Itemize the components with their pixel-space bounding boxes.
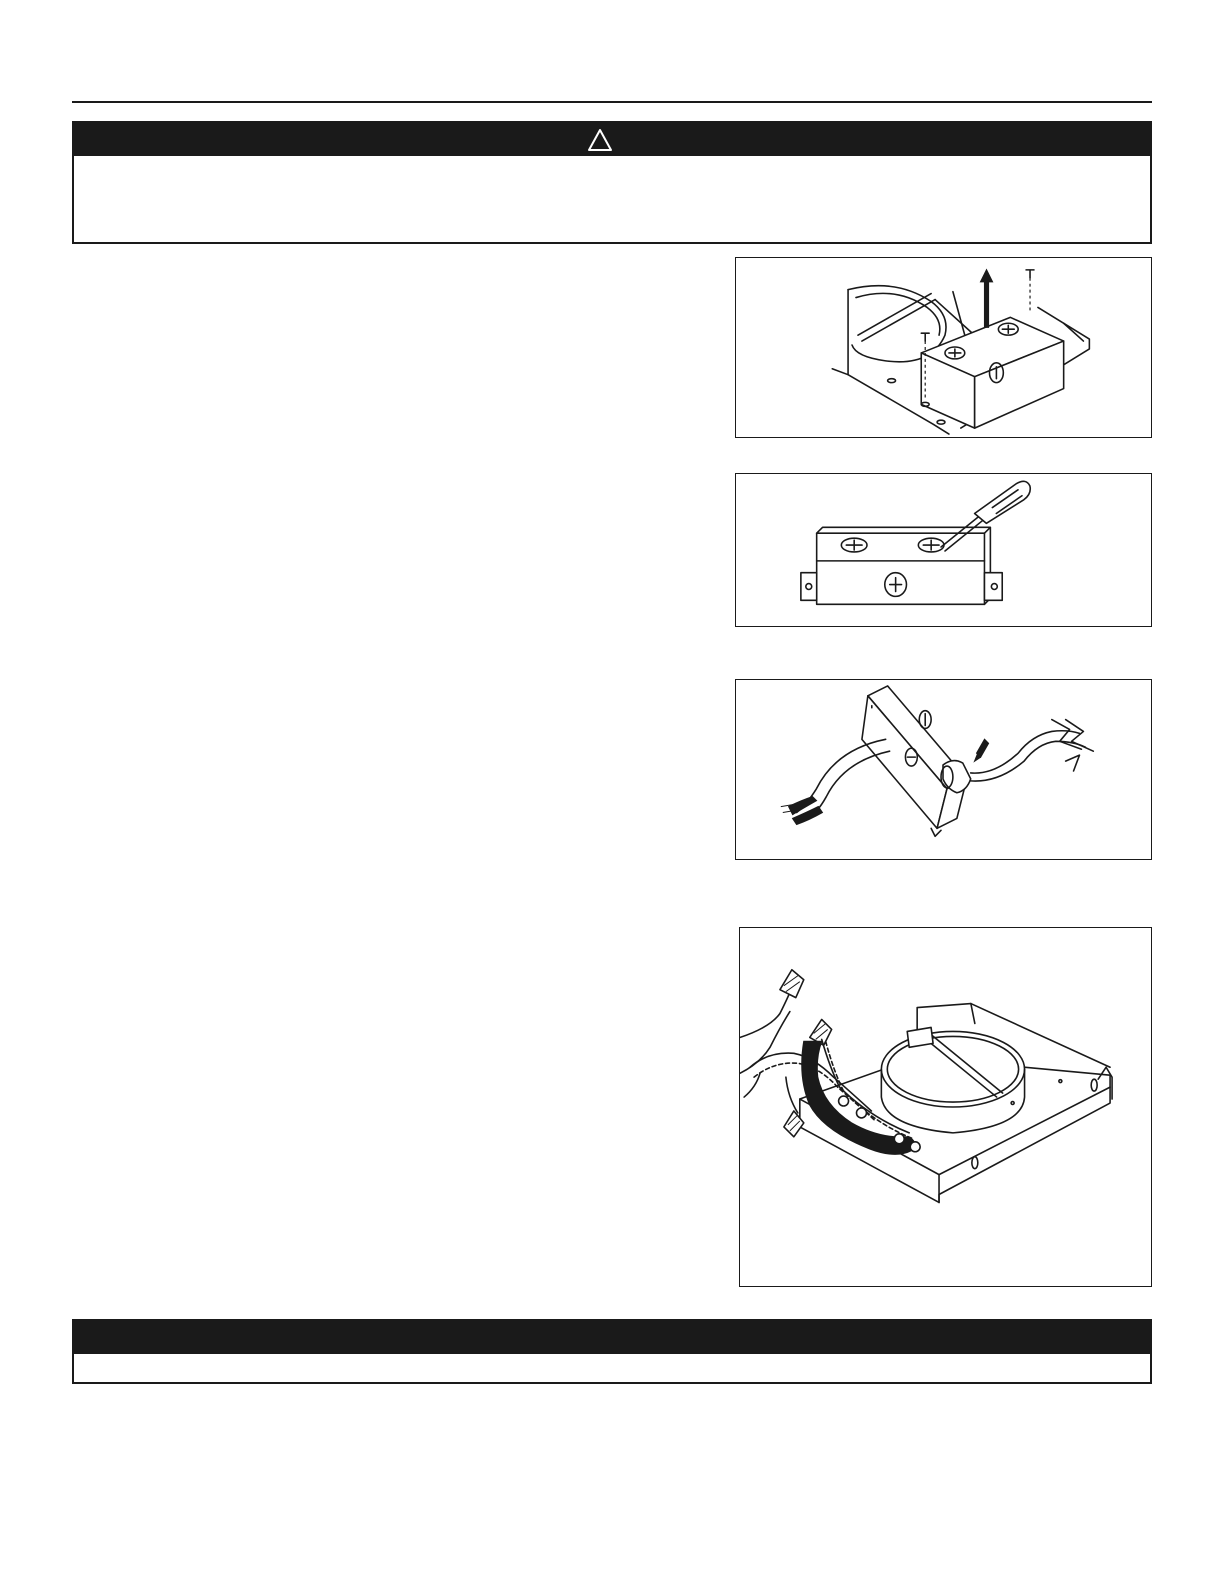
illustration-cable-connector xyxy=(736,680,1151,859)
illustration-housing-wiring xyxy=(740,928,1151,1286)
warning-triangle-icon xyxy=(587,128,613,152)
figure-wiring-box-cover xyxy=(735,257,1152,438)
warning-header-bar xyxy=(74,123,1150,156)
figure-cable-connector xyxy=(735,679,1152,860)
header-rule xyxy=(72,101,1152,103)
note-box xyxy=(72,1319,1152,1384)
figure-housing-wiring xyxy=(739,927,1152,1287)
illustration-knockout-screwdriver xyxy=(736,474,1151,626)
figure-knockout-removal xyxy=(735,473,1152,627)
note-header-bar xyxy=(74,1321,1150,1354)
warning-box xyxy=(72,121,1152,244)
illustration-cover-removal xyxy=(736,258,1151,437)
